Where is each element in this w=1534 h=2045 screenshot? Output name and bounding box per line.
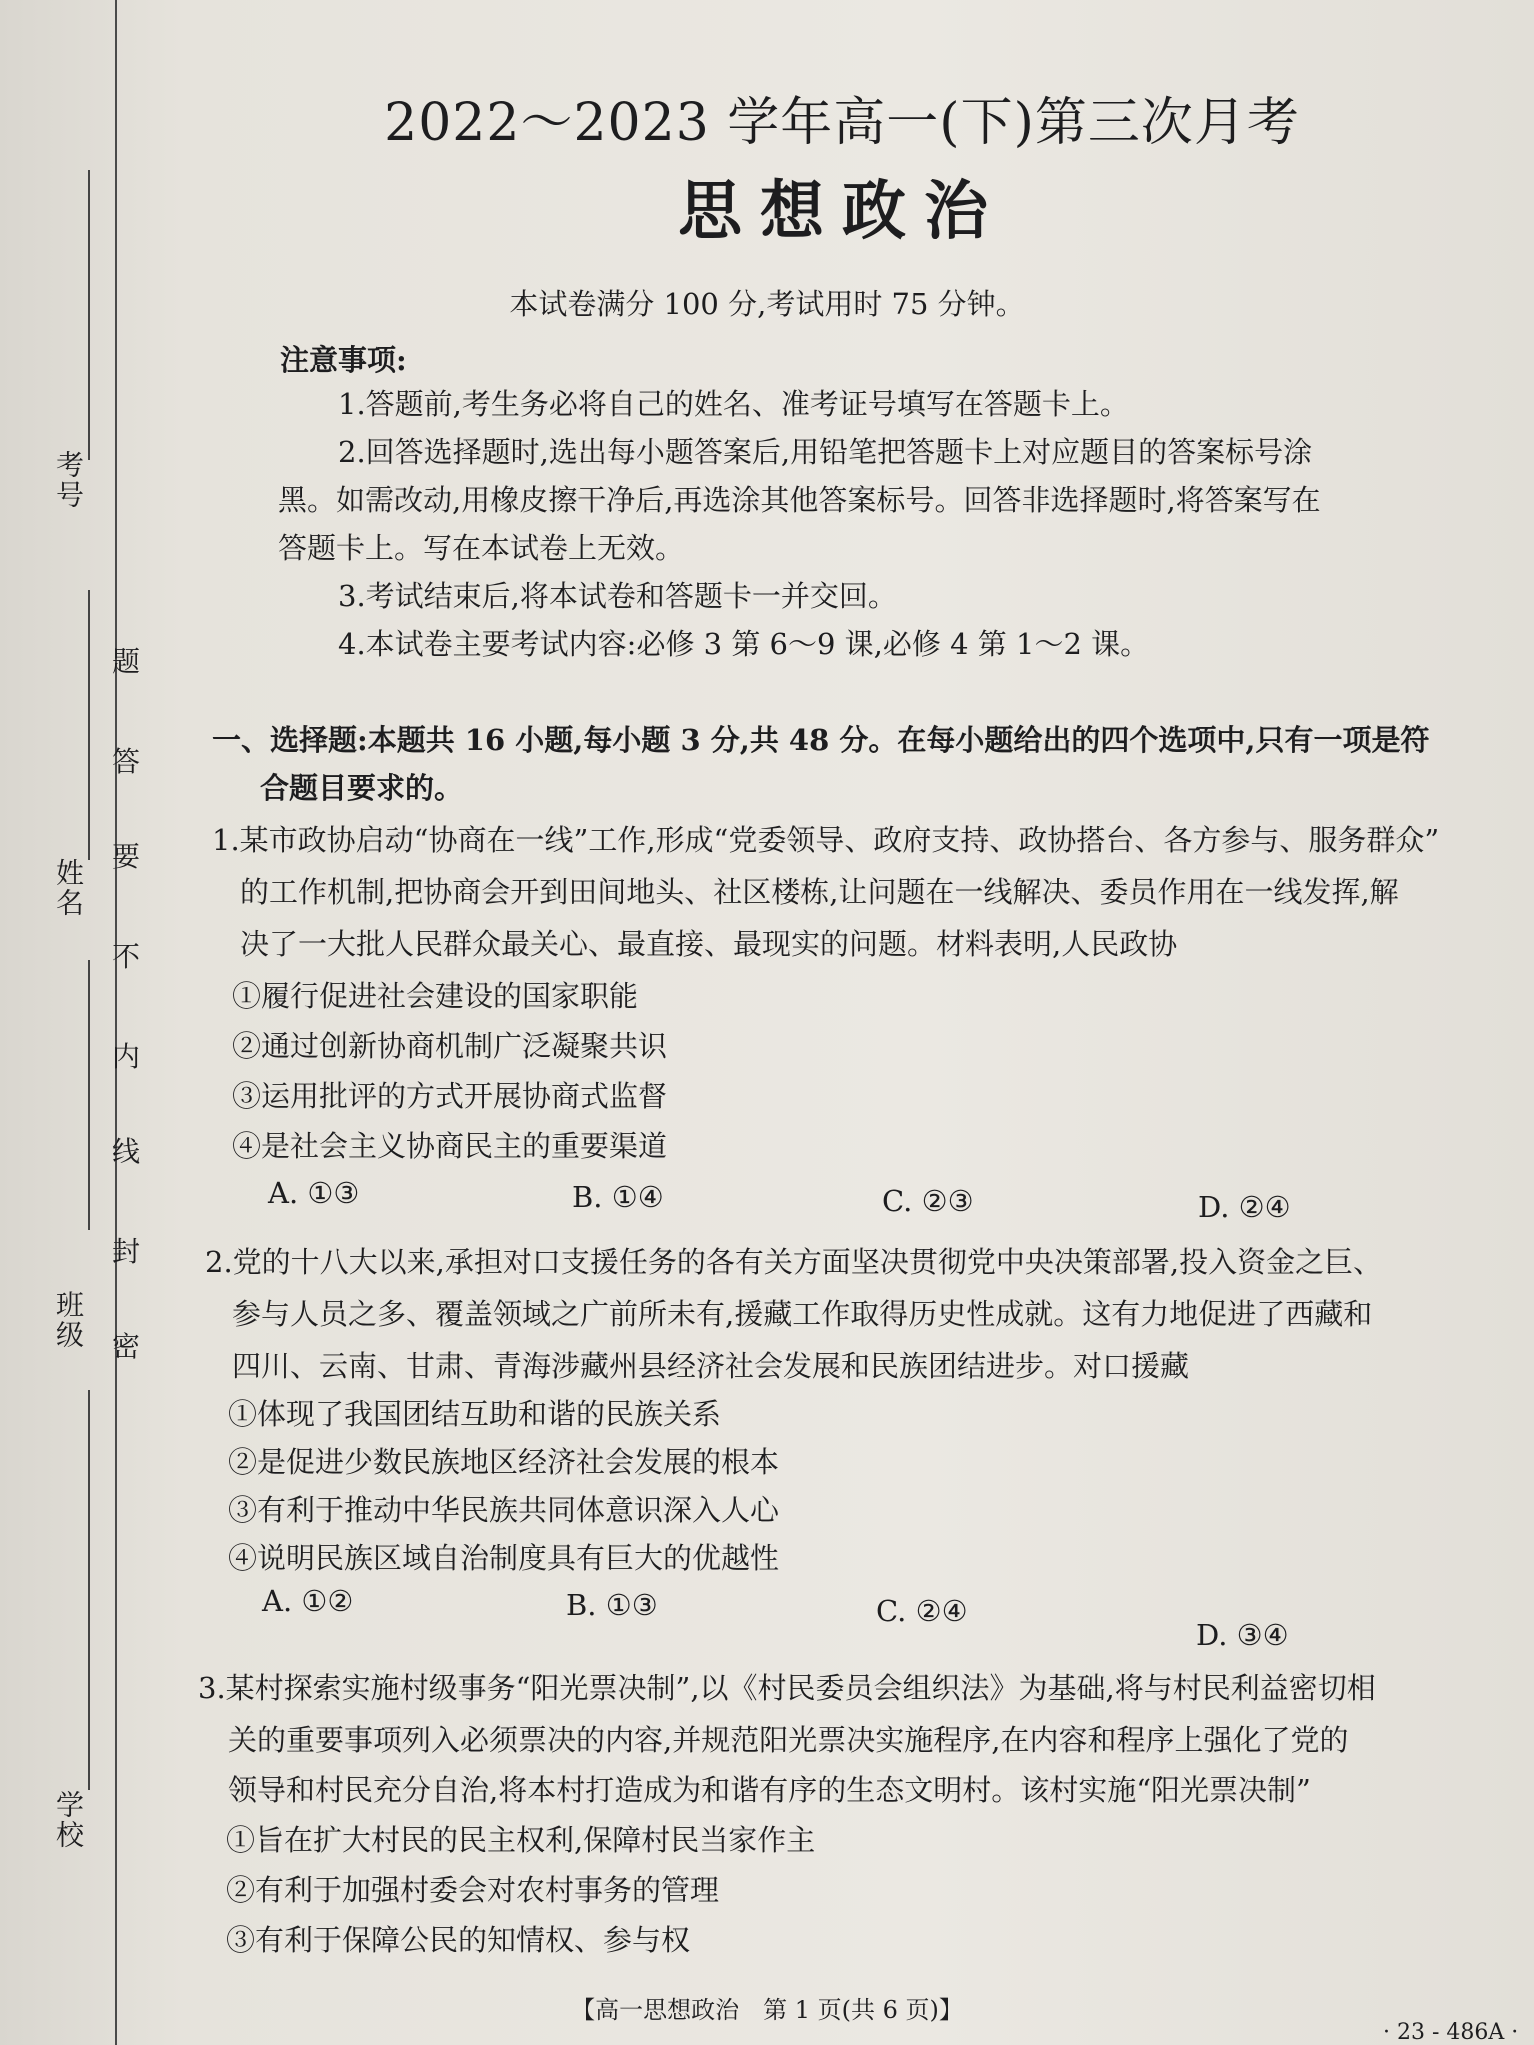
notice-char: 题 <box>112 645 141 678</box>
question-1-stem: 的工作机制,把协商会开到田间地头、社区楼栋,让问题在一线解决、委员作用在一线发挥,解 <box>240 875 1399 909</box>
exam-no-label: 考号 <box>52 450 85 510</box>
question-3-item: ①旨在扩大村民的民主权利,保障村民当家作主 <box>226 1823 816 1857</box>
question-2-item: ③有利于推动中华民族共同体意识深入人心 <box>228 1493 780 1527</box>
question-2-item: ②是促进少数民族地区经济社会发展的根本 <box>228 1445 780 1479</box>
class-label: 班级 <box>52 1290 85 1350</box>
subject-title: 思想政治 <box>678 174 1006 249</box>
notes-line: 1.答题前,考生务必将自己的姓名、准考证号填写在答题卡上。 <box>338 387 1129 421</box>
notice-char: 要 <box>112 840 141 873</box>
notice-char: 不 <box>112 940 141 973</box>
notes-line: 2.回答选择题时,选出每小题答案后,用铅笔把答题卡上对应题目的答案标号涂 <box>338 435 1313 469</box>
notes-line: 黑。如需改动,用橡皮擦干净后,再选涂其他答案标号。回答非选择题时,将答案写在 <box>278 483 1321 517</box>
section-heading-cont: 合题目要求的。 <box>260 771 464 805</box>
exam-summary: 本试卷满分 100 分,考试用时 75 分钟。 <box>509 287 1025 321</box>
question-2-stem: 四川、云南、甘肃、青海涉藏州县经济社会发展和民族团结进步。对口援藏 <box>232 1349 1190 1383</box>
notice-char: 线 <box>112 1135 141 1168</box>
question-3-item: ③有利于保障公民的知情权、参与权 <box>226 1923 691 1957</box>
option-d: D. ③④ <box>1196 1618 1289 1652</box>
question-3-item: ②有利于加强村委会对农村事务的管理 <box>226 1873 720 1907</box>
page-footer: 【高一思想政治 第 1 页(共 6 页)】 <box>571 1996 963 2024</box>
question-1-item: ①履行促进社会建设的国家职能 <box>232 979 639 1013</box>
notice-char: 答 <box>112 745 141 778</box>
exam-title: 2022～2023 学年高一(下)第三次月考 <box>384 93 1300 153</box>
notes-line: 4.本试卷主要考试内容:必修 3 第 6～9 课,必修 4 第 1～2 课。 <box>338 627 1150 661</box>
question-2-stem: 参与人员之多、覆盖领域之广前所未有,援藏工作取得历史性成就。这有力地促进了西藏和 <box>232 1297 1373 1331</box>
section-heading: 一、选择题:本题共 16 小题,每小题 3 分,共 48 分。在每小题给出的四个选项中,只有一项是符 <box>212 723 1430 757</box>
question-1-item: ②通过创新协商机制广泛凝聚共识 <box>232 1029 668 1063</box>
option-b: B. ①④ <box>572 1180 664 1214</box>
question-3-stem: 关的重要事项列入必须票决的内容,并规范阳光票决实施程序,在内容和程序上强化了党的 <box>228 1723 1349 1757</box>
question-1-item: ④是社会主义协商民主的重要渠道 <box>232 1129 668 1163</box>
paper-code: · 23 - 486A · <box>1383 2020 1519 2045</box>
option-c: C. ②④ <box>876 1594 968 1628</box>
notice-char: 封 <box>112 1235 141 1268</box>
notes-line: 3.考试结束后,将本试卷和答题卡一并交回。 <box>338 579 897 613</box>
notes-heading: 注意事项: <box>280 343 407 377</box>
question-2-item: ①体现了我国团结互助和谐的民族关系 <box>228 1397 722 1431</box>
school-label: 学校 <box>52 1790 85 1850</box>
name-label: 姓名 <box>52 858 85 918</box>
option-a: A. ①② <box>262 1584 354 1618</box>
question-3-stem: 领导和村民充分自治,将本村打造成为和谐有序的生态文明村。该村实施“阳光票决制” <box>228 1773 1311 1807</box>
question-1-stem: 决了一大批人民群众最关心、最直接、最现实的问题。材料表明,人民政协 <box>240 927 1178 961</box>
school-underline <box>88 1390 90 1790</box>
option-c: C. ②③ <box>882 1184 974 1218</box>
question-1-stem: 1.某市政协启动“协商在一线”工作,形成“党委领导、政府支持、政协搭台、各方参与、服务群众” <box>212 823 1440 857</box>
question-3-stem: 3.某村探索实施村级事务“阳光票决制”,以《村民委员会组织法》为基础,将与村民利益密切相 <box>198 1671 1376 1705</box>
name-underline <box>88 590 90 860</box>
question-2-stem: 2.党的十八大以来,承担对口支援任务的各有关方面坚决贯彻党中央决策部署,投入资金之巨、 <box>205 1245 1383 1279</box>
option-a: A. ①③ <box>268 1176 360 1210</box>
class-underline <box>88 960 90 1230</box>
question-1-item: ③运用批评的方式开展协商式监督 <box>232 1079 668 1113</box>
notes-line: 答题卡上。写在本试卷上无效。 <box>278 531 685 565</box>
notice-char: 内 <box>112 1040 141 1073</box>
question-2-item: ④说明民族区域自治制度具有巨大的优越性 <box>228 1541 780 1575</box>
option-b: B. ①③ <box>566 1588 658 1622</box>
option-d: D. ②④ <box>1198 1190 1291 1224</box>
notice-char: 密 <box>112 1330 141 1363</box>
